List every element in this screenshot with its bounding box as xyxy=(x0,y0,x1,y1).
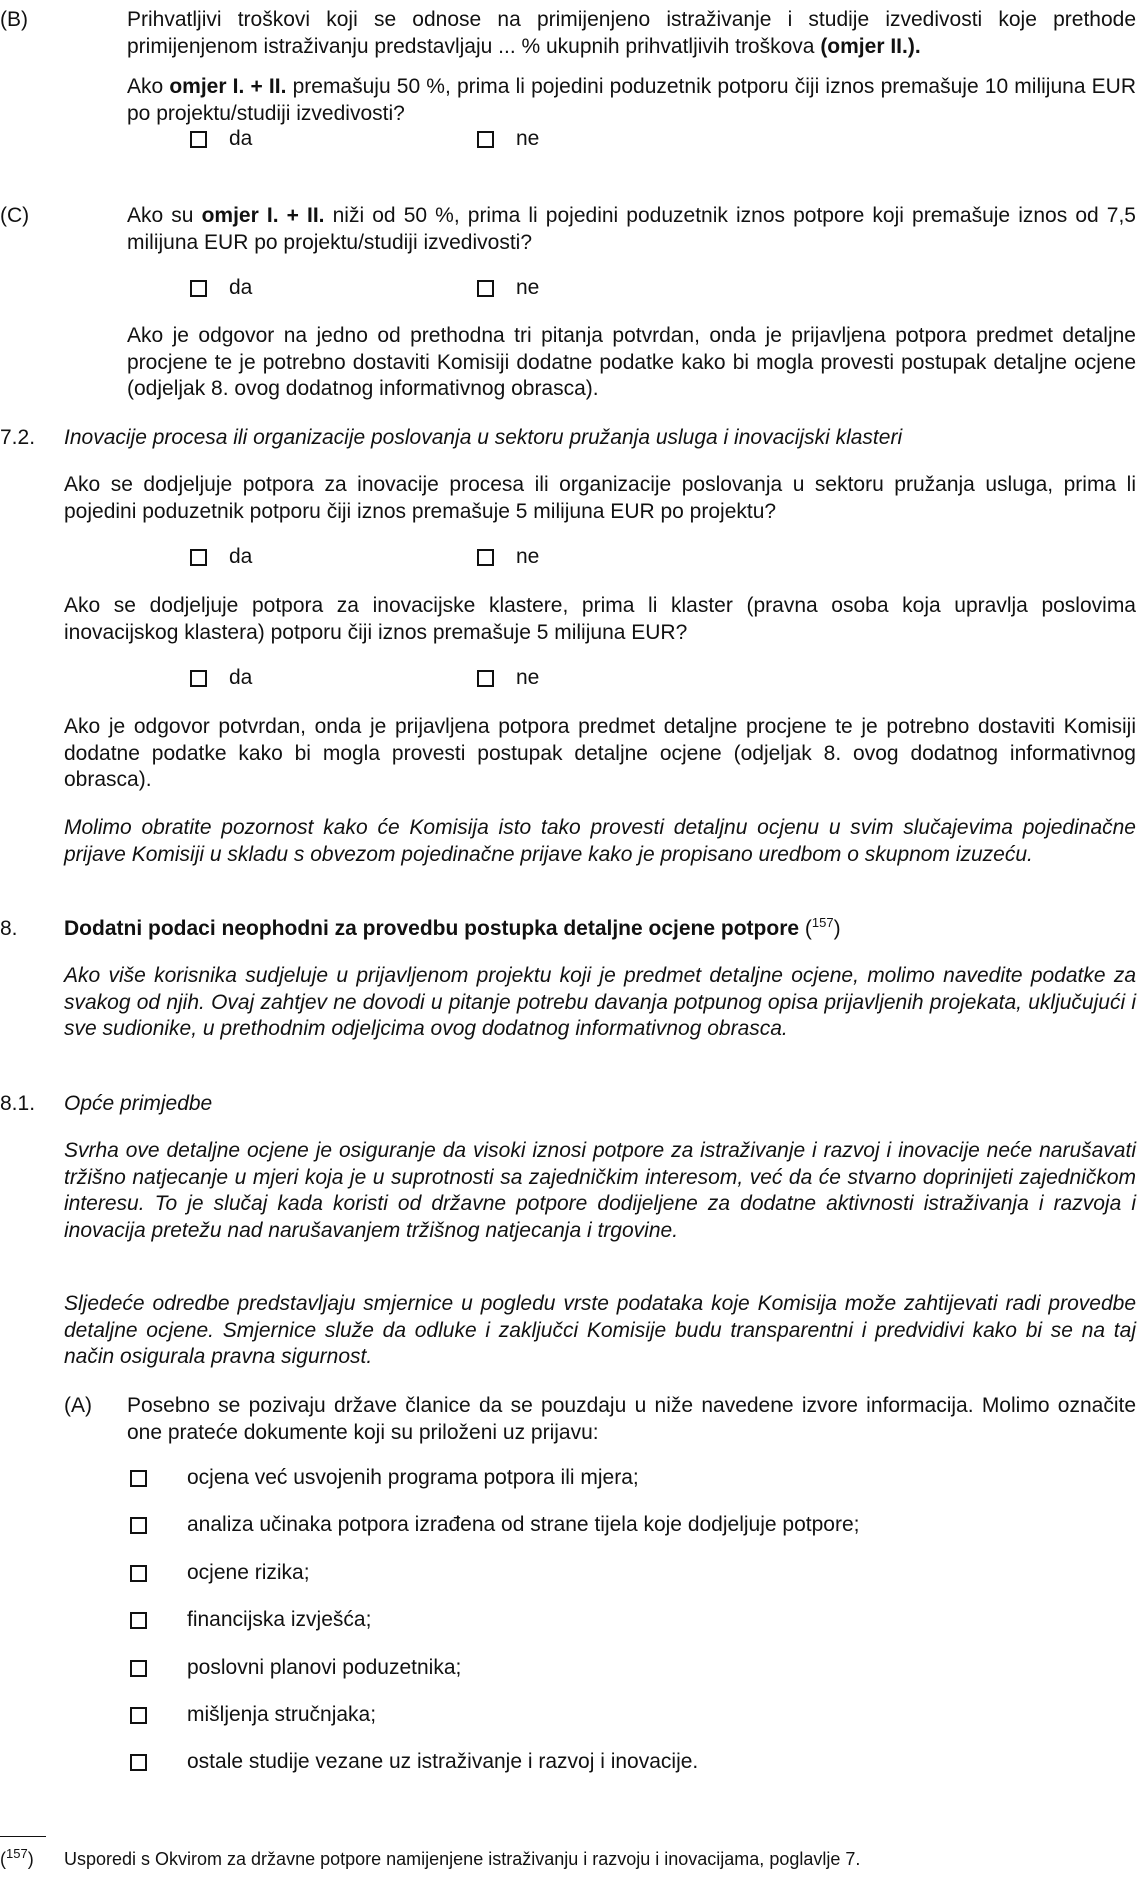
section-number: 8. xyxy=(0,917,18,940)
section-b-question: Ako omjer I. + II. premašuju 50 %, prima li pojedini poduzetnik potporu čiji iznos premašuje 10 milijuna EUR po projektu/studiji izvedivosti? xyxy=(127,75,1136,125)
section-7-2-question-1: Ako se dodjeljuje potpora za inovacije procesa ili organizacije poslovanja u sektoru pružanja usluga, prima li pojedini poduzetnik potporu čiji iznos premašuje 5 milijuna EUR po projektu? xyxy=(64,473,1136,523)
checkbox-label: analiza učinaka potpora izrađena od strane tijela koje dodjeljuje potpore; xyxy=(187,1512,860,1536)
checkbox-label: ocjene rizika; xyxy=(187,1560,310,1584)
checkbox-icon[interactable] xyxy=(477,131,494,148)
section-c xyxy=(0,203,1136,256)
footnote-text: Usporedi s Okvirom za državne potpore namijenjene istraživanju i razvoju i inovacijama, poglavlje 7. xyxy=(64,1849,861,1869)
checkbox-label: ostale studije vezane uz istraživanje i razvoj i inovacije. xyxy=(187,1749,699,1773)
document-checkbox[interactable] xyxy=(130,1655,461,1681)
q1-yes-checkbox[interactable] xyxy=(190,544,252,570)
checkbox-icon[interactable] xyxy=(477,280,494,297)
checkbox-label: poslovni planovi poduzetnika; xyxy=(187,1655,462,1679)
option-label: da xyxy=(229,544,253,568)
section-number: 8.1. xyxy=(0,1092,36,1115)
checkbox-icon[interactable] xyxy=(190,549,207,566)
document-checkbox[interactable] xyxy=(130,1607,371,1633)
document-checkbox[interactable] xyxy=(130,1702,376,1728)
section-c-yes-checkbox[interactable] xyxy=(190,275,252,301)
section-7-2-note: Ako je odgovor potvrdan, onda je prijavljena potpora predmet detaljne procjene te je potrebno dostaviti Komisiji dodatne podatke kako bi mogla provesti postupak detaljne ocjene (odjeljak 8. ovog dodatnog informativnog obrasca). xyxy=(64,715,1136,791)
section-7-2-italic-note: Molimo obratite pozornost kako će Komisija isto tako provesti detaljnu ocjenu u svim slučajevima pojedinačne prijave Komisiji u skladu s obvezom pojedinačne prijave kako je propisano uredbom o skupnom izuzeću. xyxy=(64,816,1136,866)
checkbox-icon[interactable] xyxy=(477,549,494,566)
section-c-label: (C) xyxy=(0,204,30,227)
section-8-heading xyxy=(0,916,1136,943)
q1-no-checkbox[interactable] xyxy=(477,544,539,570)
section-b-yes-checkbox[interactable] xyxy=(190,126,252,152)
q2-yes-checkbox[interactable] xyxy=(190,665,252,691)
checkbox-icon[interactable] xyxy=(130,1517,147,1534)
option-label: da xyxy=(229,665,253,689)
section-title: Opće primjedbe xyxy=(64,1092,213,1115)
document-checkbox[interactable] xyxy=(130,1465,639,1491)
document-checkbox[interactable] xyxy=(130,1512,859,1538)
option-label: ne xyxy=(516,544,540,568)
checkbox-icon[interactable] xyxy=(130,1754,147,1771)
option-label: da xyxy=(229,126,253,150)
section-b-no-checkbox[interactable] xyxy=(477,126,539,152)
footnote-ref[interactable]: 157 xyxy=(811,915,834,930)
document-checkbox[interactable] xyxy=(130,1560,310,1586)
checkbox-icon[interactable] xyxy=(130,1470,147,1487)
note-after-c: Ako je odgovor na jedno od prethodna tri pitanja potvrdan, onda je prijavljena potpora predmet detaljne procjene te je potrebno dostaviti Komisiji dodatne podatke kako bi mogla provesti postupak detaljne ocjene (odjeljak 8. ovog dodatnog informativnog obrasca). xyxy=(127,324,1136,400)
checkbox-icon[interactable] xyxy=(477,670,494,687)
section-c-question: Ako su omjer I. + II. niži od 50 %, prima li pojedini poduzetnik iznos potpore koji premašuje iznos od 7,5 milijuna EUR po projektu/studiji izvedivosti? xyxy=(127,204,1136,254)
checkbox-icon[interactable] xyxy=(190,670,207,687)
checkbox-label: mišljenja stručnjaka; xyxy=(187,1702,377,1726)
q2-no-checkbox[interactable] xyxy=(477,665,539,691)
section-7-2-question-2: Ako se dodjeljuje potpora za inovacijske klastere, prima li klaster (pravna osoba koja upravlja poslovima inovacijskog klastera) potporu čiji iznos premašuje 5 milijuna EUR? xyxy=(64,594,1136,644)
checkbox-icon[interactable] xyxy=(190,280,207,297)
document-checkbox[interactable] xyxy=(130,1749,698,1775)
option-label: ne xyxy=(516,126,540,150)
checkbox-icon[interactable] xyxy=(190,131,207,148)
section-a-text: Posebno se pozivaju države članice da se pouzdaju u niže navedene izvore informacija. Molimo označite one prateće dokumente koji su priloženi uz prijavu: xyxy=(127,1394,1136,1444)
section-b-text: Prihvatljivi troškovi koji se odnose na primijenjeno istraživanje i studije izvedivosti koje prethode primijenjenom istraživanju predstavljaju ... % ukupnih prihvatljivih troškova (omjer II.). xyxy=(127,8,1136,58)
section-title: Inovacije procesa ili organizacije poslovanja u sektoru pružanja usluga i inovacijski klasteri xyxy=(64,426,903,449)
option-label: ne xyxy=(516,665,540,689)
checkbox-icon[interactable] xyxy=(130,1660,147,1677)
section-a xyxy=(0,1393,1136,1446)
section-8-intro: Ako više korisnika sudjeluje u prijavljenom projektu koji je predmet detaljne ocjene, molimo navedite podatke za svakog od njih. Ovaj zahtjev ne dovodi u pitanje potrebu davanja potpunog opisa prijavljenih projekata, uključujući i sve sudionike, u prethodnim odjeljcima ovog dodatnog informativnog obrasca. xyxy=(64,964,1136,1040)
checkbox-icon[interactable] xyxy=(130,1612,147,1629)
footnote-divider xyxy=(0,1836,46,1837)
section-8-1-paragraph-2: Sljedeće odredbe predstavljaju smjernice u pogledu vrste podataka koje Komisija može zahtijevati radi provedbe detaljne ocjene. Smjernice služe da odluke i zaključci Komisije budu transparentni i predvidivi kako bi se na taj način osigurala pravna sigurnost. xyxy=(64,1292,1136,1368)
checkbox-icon[interactable] xyxy=(130,1565,147,1582)
section-b xyxy=(0,7,1136,127)
checkbox-label: financijska izvješća; xyxy=(187,1607,372,1631)
section-c-no-checkbox[interactable] xyxy=(477,275,539,301)
checkbox-label: ocjena već usvojenih programa potpora ili mjera; xyxy=(187,1465,639,1489)
section-7-2-heading xyxy=(0,425,1136,452)
section-a-label: (A) xyxy=(64,1394,92,1417)
section-title: Dodatni podaci neophodni za provedbu postupka detaljne ocjene potpore ($^{157}$) xyxy=(64,915,841,940)
footnote-number: ($^{157}$) xyxy=(0,1846,34,1869)
checkbox-icon[interactable] xyxy=(130,1707,147,1724)
footnote xyxy=(0,1848,1136,1870)
option-label: da xyxy=(229,275,253,299)
section-8-1-paragraph-1: Svrha ove detaljne ocjene je osiguranje da visoki iznosi potpore za istraživanje i razvoj i inovacije neće narušavati tržišno natjecanje u mjeri koja je u suprotnosti sa zajedničkim interesom, već da će stvarno doprinijeti zajedničkom interesu. To je slučaj kada koristi od državne potpore dodijeljene za dodatne aktivnosti istraživanja i razvoja i inovacija pretežu nad narušavanjem tržišnog natjecanja i trgovine. xyxy=(64,1139,1136,1242)
option-label: ne xyxy=(516,275,540,299)
section-8-1-heading xyxy=(0,1091,1136,1118)
section-number: 7.2. xyxy=(0,426,36,449)
section-b-label: (B) xyxy=(0,8,28,31)
